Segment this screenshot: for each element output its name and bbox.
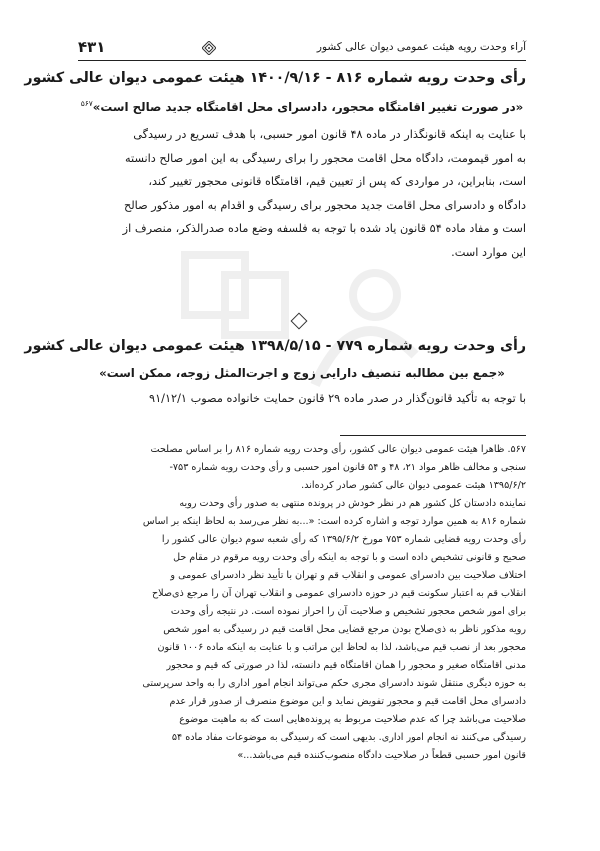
footnote-567: [78, 441, 526, 765]
body-line: به امور قیمومت، دادگاه محل اقامت محجور را برای رسیدگی به این امور صالح دانسته: [124, 151, 526, 165]
section1-subtitle-text: «در صورت تغییر اقامتگاه محجور، دادسرای محل اقامتگاه جدید صالح است»: [92, 99, 524, 114]
footnote-divider: [340, 435, 526, 436]
section2-title: رأی وحدت رویه شماره ۷۷۹ - ۱۳۹۸/۵/۱۵ هیئت عمومی دیوان عالی کشور: [24, 338, 526, 354]
footnote-marker[interactable]: ۵۶۷: [80, 99, 93, 108]
section1-title: رأی وحدت رویه شماره ۸۱۶ - ۱۴۰۰/۹/۱۶ هیئت عمومی دیوان عالی کشور: [24, 70, 526, 86]
running-title: آراء وحدت رویه هیئت عمومی دیوان عالی کشور: [316, 41, 526, 53]
page-header: [78, 38, 526, 61]
footnote-line: ۱۳۹۵/۶/۲ هیئت عمومی دیوان عالی کشور صادر کرده‌اند.: [301, 480, 526, 491]
footnote-line: صحیح و قانونی تشخیص داده است و با توجه به اینکه رأی وحدت رویه مرقوم در مقام حل: [173, 552, 526, 563]
body-line: است، بنابراین، در مواردی که پس از تعیین قیم، اقامتگاه قانونی محجور تغییر کند،: [148, 175, 526, 188]
body-line: دادگاه و دادسرای محل اقامت جدید محجور برای رسیدگی و اقدام به امور مذکور صالح: [123, 198, 526, 212]
footnote-line: صلاحیت می‌باشد چرا که عدم صلاحیت مربوط به پرونده‌هایی است که به ماهیت موضوع: [179, 714, 526, 725]
footnote-line: نماینده دادستان کل کشور هم در نظر خودش در پرونده منتهی به صدور رأی وحدت رویه: [179, 498, 526, 509]
section1-body: [78, 123, 526, 264]
footnote-line: اختلاف صلاحیت بین دادسرای عمومی و انقلاب قم و تهران با تأیید نظر دادسرای عمومی و: [170, 570, 526, 581]
footnote-line: رویه مذکور ناظر به ذی‌صلاح بودن مرجع قضایی محل اقامت قیم در رسیدگی به امور شخص: [163, 624, 526, 635]
body-line: است و مفاد ماده ۵۴ قانون یاد شده با توجه به فلسفه وضع ماده صدرالذکر، منصرف از: [122, 222, 526, 235]
footnote-line: رسیدگی می‌کنند نه انجام امور اداری. بدیهی است که رسیدگی به موضوعات مفاد ماده ۵۴: [171, 732, 526, 743]
footnote-line: شماره ۸۱۶ به همین موارد توجه و اشاره کرده است: «...به نظر می‌رسد به لحاظ اینکه بر اساس: [142, 516, 526, 527]
footnote-line: دادسرای محل اقامت قیم و محجور تفویض نماید و این موضوع منصرف از صدور قرار عدم: [169, 696, 526, 707]
page-number: ۴۳۱: [78, 38, 106, 56]
footnote-line: مدنی اقامتگاه صغیر و محجور را همان اقامتگاه قیم دانسته، لذا در صورتی که قیم و محجور: [166, 660, 526, 671]
footnote-line: انقلاب قم به اعتبار سکونت قیم در حوزه دادسرای عمومی و انقلاب تهران آن را مرجع ذی‌صلاح: [151, 588, 526, 599]
footnote-line: ۵۶۷. ظاهرا هیئت عمومی دیوان عالی کشور، رأی وحدت رویه شماره ۸۱۶ را بر اساس مصلحت: [150, 444, 526, 455]
body-line: این موارد است.: [451, 245, 526, 259]
body-line: با عنایت به اینکه قانونگذار در ماده ۴۸ قانون امور حسبی، با هدف تسریع در رسیدگی: [133, 128, 526, 141]
footnote-line: رأی وحدت رویه قضایی شماره ۷۵۳ مورخ ۱۳۹۵/۶/۲ که رأی شعبه سوم دیوان عالی کشور را: [161, 534, 526, 545]
footnote-line: سنجی و مخالف ظاهر مواد ۲۱، ۴۸ و ۵۴ قانون امور حسبی و رأی وحدت رویه شماره ۷۵۳-: [169, 462, 526, 473]
body-line: با توجه به تأکید قانون‌گذار در صدر ماده ۲۹ قانون حمایت خانواده مصوب ۹۱/۱۲/۱: [149, 392, 526, 405]
section1-subtitle: [78, 99, 526, 114]
diamond-ornament-icon: [202, 41, 216, 55]
footnote-line: برای امور شخص محجور تشخیص و صلاحیت آن را احراز نموده است. در نتیجه رأی وحدت: [170, 606, 526, 617]
footnote-line: به حوزه دیگری منتقل شوند دادسرای مجری حکم می‌تواند انجام امور اداری را به واحد سرپرستی: [142, 678, 526, 689]
section2-body: [78, 387, 526, 411]
footnote-line: محجور بعد از نصب قیم می‌باشد، لذا به لحاظ این مراتب و با عنایت به اینکه ماده ۱۰۰۶ قانون: [157, 642, 526, 653]
footnote-line: قانون امور حسبی قطعاً در صلاحیت دادگاه منصوب‌کننده قیم می‌باشد...»: [237, 750, 526, 761]
section2-subtitle: «جمع بین مطالبه تنصیف دارایی زوج و اجرت‌المثل زوجه، ممکن است»: [99, 366, 505, 380]
